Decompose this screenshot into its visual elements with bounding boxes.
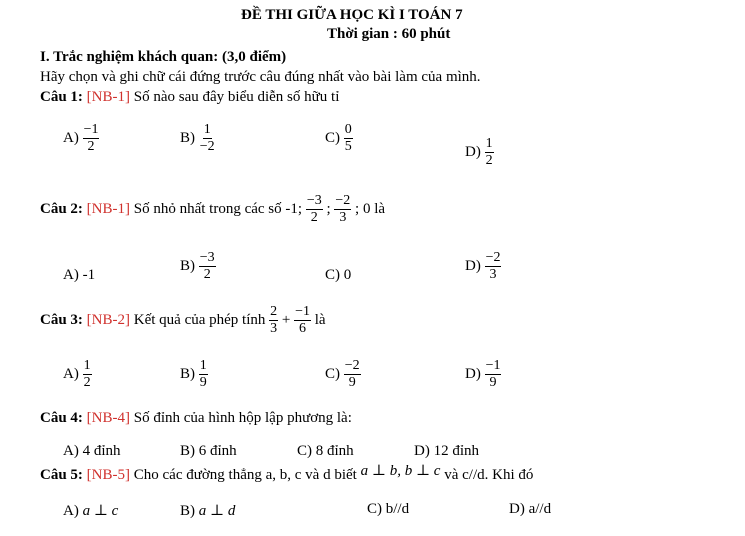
denominator: 2: [83, 375, 91, 390]
numerator: −3: [306, 193, 322, 208]
exam-title: ĐỀ THI GIỮA HỌC KÌ I TOÁN 7: [241, 7, 463, 23]
question-label: Câu 2:: [40, 200, 83, 217]
q5-option-c: C) b//d: [367, 501, 410, 517]
denominator: 2: [87, 139, 95, 154]
numerator: −1: [485, 358, 501, 373]
q2-option-a: A) -1: [63, 267, 96, 283]
denominator: 9: [489, 375, 497, 390]
question-tag: [NB-2]: [86, 311, 130, 328]
numerator: −1: [295, 304, 310, 319]
numerator: 1: [485, 136, 493, 151]
fraction: [199, 250, 216, 283]
question-text: Số nào sau đây biểu diễn số hữu tỉ: [133, 89, 340, 105]
fraction: [344, 358, 361, 391]
numerator: 1: [203, 122, 211, 137]
fraction: [485, 136, 494, 169]
question-label: Câu 4:: [40, 410, 83, 426]
fraction: [306, 193, 323, 226]
section-instruction: Hãy chọn và ghi chữ cái đứng trước câu đúng nhất vào bài làm của mình.: [40, 69, 481, 85]
numerator: −2: [485, 250, 501, 265]
question-tag: [NB-1]: [86, 200, 130, 217]
q3-option-b: [180, 358, 208, 391]
fraction: [344, 122, 353, 155]
question-tag: [NB-4]: [86, 410, 130, 426]
question-tail: ; 0 là: [355, 200, 386, 217]
q2-option-d: [465, 250, 501, 283]
denominator: 3: [489, 267, 497, 282]
denominator: 5: [344, 139, 352, 154]
q4-option-c: C) 8 đỉnh: [297, 443, 354, 459]
option-letter: B): [180, 365, 195, 382]
section-heading: I. Trắc nghiệm khách quan: (3,0 điểm): [40, 49, 287, 65]
option-letter: A): [63, 503, 79, 519]
question-text: Cho các đường thẳng a, b, c và d biết: [133, 467, 357, 483]
option-letter: D): [465, 365, 481, 382]
q1-option-a: [63, 122, 99, 155]
question-2: [40, 193, 385, 226]
question-5: [40, 465, 533, 484]
fraction: [83, 122, 100, 155]
q2-option-c: C) 0: [325, 267, 352, 283]
option-math: a ⊥ d: [198, 503, 236, 519]
option-letter: C): [325, 129, 340, 146]
q4-option-d: D) 12 đỉnh: [414, 443, 479, 459]
denominator: 2: [203, 267, 211, 282]
q1-option-c: [325, 122, 353, 155]
numerator: 1: [199, 358, 207, 373]
option-letter: A): [63, 365, 79, 382]
question-tail: là: [314, 311, 326, 328]
fraction: [294, 304, 311, 337]
option-letter: D): [465, 257, 481, 274]
q3-option-c: [325, 358, 361, 391]
numerator: 2: [270, 304, 278, 319]
q4-option-a: A) 4 đỉnh: [63, 443, 121, 459]
fraction: [269, 304, 278, 337]
option-math: a ⊥ c: [82, 503, 119, 519]
question-label: Câu 1:: [40, 89, 83, 105]
denominator: 3: [339, 210, 347, 225]
q3-option-a: [63, 358, 92, 391]
fraction: [199, 358, 208, 391]
option-letter: D): [465, 143, 481, 160]
q1-option-b: [180, 122, 216, 155]
question-1: [40, 89, 339, 106]
fraction: [485, 358, 502, 391]
denominator: 2: [485, 153, 493, 168]
denominator: 9: [348, 375, 356, 390]
q5-option-b: [180, 501, 235, 520]
exam-time: Thời gian : 60 phút: [327, 26, 451, 42]
question-text: Kết quả của phép tính: [133, 311, 266, 328]
condition-math: a ⊥ b, b ⊥ c: [360, 463, 441, 479]
question-tag: [NB-1]: [86, 89, 130, 105]
numerator: −3: [199, 250, 215, 265]
option-letter: B): [180, 257, 195, 274]
question-text: Số nhỏ nhất trong các số -1;: [133, 200, 303, 217]
denominator: −2: [199, 139, 215, 154]
fraction: [485, 250, 502, 283]
question-tag: [NB-5]: [86, 467, 130, 483]
denominator: 9: [199, 375, 207, 390]
numerator: 1: [83, 358, 91, 373]
numerator: −2: [335, 193, 351, 208]
question-text: Số đỉnh của hình hộp lập phương là:: [133, 410, 352, 426]
option-letter: B): [180, 503, 195, 519]
denominator: 3: [270, 321, 278, 336]
q4-option-b: B) 6 đỉnh: [180, 443, 237, 459]
q3-option-d: [465, 358, 501, 391]
option-letter: C): [325, 365, 340, 382]
denominator: 2: [310, 210, 318, 225]
fraction: [199, 122, 216, 155]
q1-option-d: [465, 136, 494, 169]
q5-option-a: [63, 501, 118, 520]
question-label: Câu 3:: [40, 311, 83, 328]
q5-option-d: D) a//d: [509, 501, 552, 517]
question-3: [40, 304, 326, 337]
operator: +: [281, 311, 291, 328]
question-label: Câu 5:: [40, 467, 83, 483]
denominator: 6: [299, 321, 307, 336]
fraction: [83, 358, 92, 391]
numerator: −1: [83, 122, 99, 137]
separator: ;: [326, 200, 331, 217]
option-letter: A): [63, 129, 79, 146]
question-tail: và c//d. Khi đó: [444, 467, 534, 483]
numerator: 0: [344, 122, 352, 137]
question-4: [40, 410, 352, 427]
numerator: −2: [344, 358, 360, 373]
fraction: [334, 193, 351, 226]
option-letter: B): [180, 129, 195, 146]
q2-option-b: [180, 250, 216, 283]
